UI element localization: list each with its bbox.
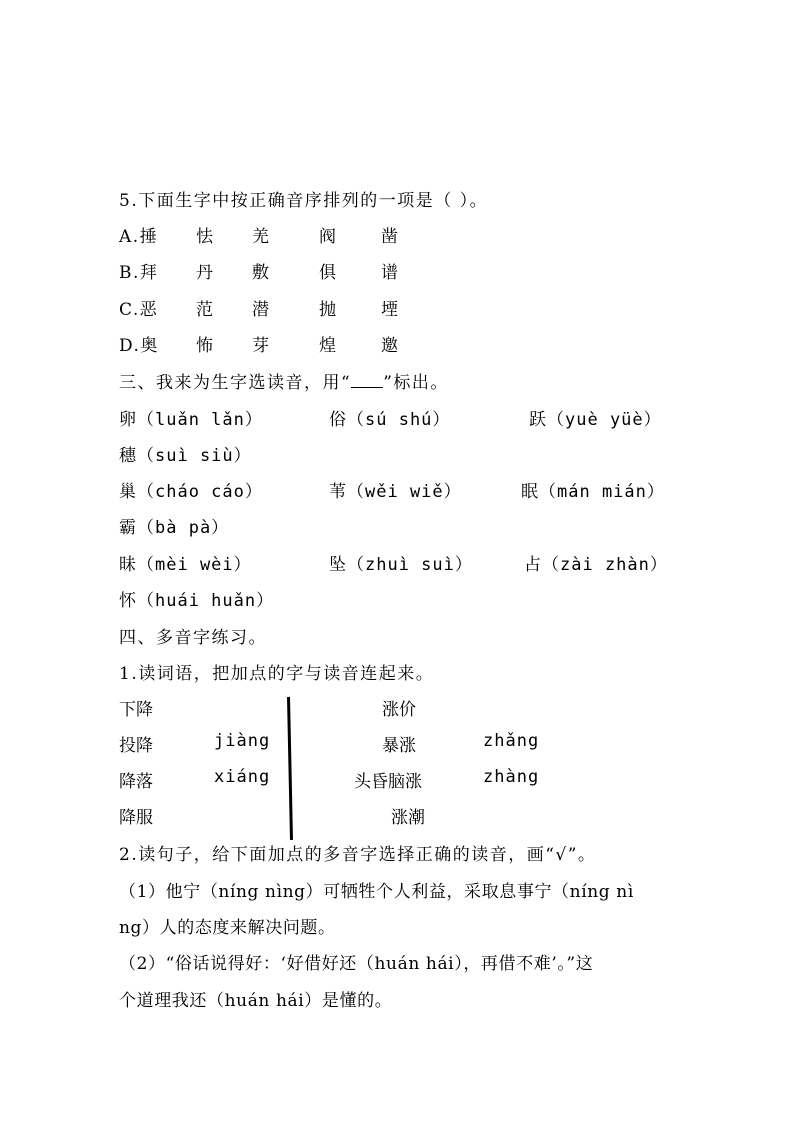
q5-stem: 5.下面生字中按正确音序排列的一项是（ ）。 xyxy=(119,191,489,211)
right-word: 涨价 xyxy=(382,700,416,720)
pinyin-item: 跃（yuè yüè） xyxy=(529,410,662,430)
pinyin-item: 穗（suì siù） xyxy=(119,446,252,466)
right-word: 暴涨 xyxy=(382,736,416,756)
option-label: D.奥 xyxy=(119,336,159,356)
left-pinyin: jiàng xyxy=(214,731,271,751)
pinyin-item: 眠（mán mián） xyxy=(521,482,665,502)
option-char: 敷 xyxy=(252,263,271,283)
option-char: 谱 xyxy=(381,263,400,283)
option-char: 芽 xyxy=(252,336,271,356)
left-word: 降落 xyxy=(119,772,153,792)
left-word: 下降 xyxy=(119,700,153,720)
q2-sentence-1-cont: ng）人的态度来解决问题。 xyxy=(119,918,336,938)
q1-stem: 1.读词语，把加点的字与读音连起来。 xyxy=(119,664,435,684)
option-char: 羌 xyxy=(252,227,271,247)
option-char: 潜 xyxy=(252,300,271,320)
q2-sentence-1: （1）他宁（níng nìng）可牺牲个人利益，采取息事宁（níng nì xyxy=(119,882,634,902)
pinyin-item: 怀（huái huǎn） xyxy=(119,591,275,611)
underline-blank xyxy=(351,373,383,388)
heading-text: 三、我来为生字选读音，用“ xyxy=(119,373,352,393)
q2-stem: 2.读句子，给下面加点的多音字选择正确的读音，画“√”。 xyxy=(119,845,597,865)
right-pinyin: zhàng xyxy=(483,767,540,787)
option-char: 凿 xyxy=(381,227,400,247)
section-3-heading xyxy=(119,368,449,393)
option-label: C.恶 xyxy=(119,300,159,320)
right-word: 涨潮 xyxy=(391,808,425,828)
option-char: 俱 xyxy=(319,263,338,283)
option-char: 范 xyxy=(196,300,215,320)
option-char: 抛 xyxy=(319,300,338,320)
left-pinyin: xiáng xyxy=(214,767,271,787)
pinyin-item: 巢（cháo cáo） xyxy=(119,482,263,502)
q2-sentence-2: （2）“俗话说得好：‘好借好还（huán hái），再借不难’。”这 xyxy=(119,954,594,974)
option-char: 堙 xyxy=(381,300,400,320)
pinyin-item: 俗（sú shú） xyxy=(329,410,451,430)
option-char: 阀 xyxy=(319,227,338,247)
pinyin-item: 苇（wěi wiě） xyxy=(329,482,462,502)
pinyin-item: 昧（mèi wèi） xyxy=(119,555,252,575)
option-label: B.拜 xyxy=(119,263,159,283)
right-pinyin: zhǎng xyxy=(483,731,540,751)
option-char: 丹 xyxy=(196,263,215,283)
option-char: 怖 xyxy=(196,336,215,356)
pinyin-item: 卵（luǎn lǎn） xyxy=(119,410,263,430)
option-char: 邀 xyxy=(381,336,400,356)
option-char: 怯 xyxy=(196,227,215,247)
left-word: 降服 xyxy=(119,808,153,828)
pinyin-item: 霸（bà pà） xyxy=(119,518,230,538)
heading-text: ”标出。 xyxy=(383,373,449,393)
right-word: 头昏脑涨 xyxy=(354,772,422,792)
left-word: 投降 xyxy=(119,736,153,756)
q2-sentence-2-cont: 个道理我还（huán hái）是懂的。 xyxy=(119,991,393,1011)
pinyin-item: 占（zài zhàn） xyxy=(524,555,668,575)
section-4-heading: 四、多音字练习。 xyxy=(119,628,267,648)
option-label: A.捶 xyxy=(119,227,159,247)
pinyin-item: 坠（zhuì suì） xyxy=(329,555,473,575)
option-char: 煌 xyxy=(319,336,338,356)
divider-line xyxy=(287,697,293,840)
